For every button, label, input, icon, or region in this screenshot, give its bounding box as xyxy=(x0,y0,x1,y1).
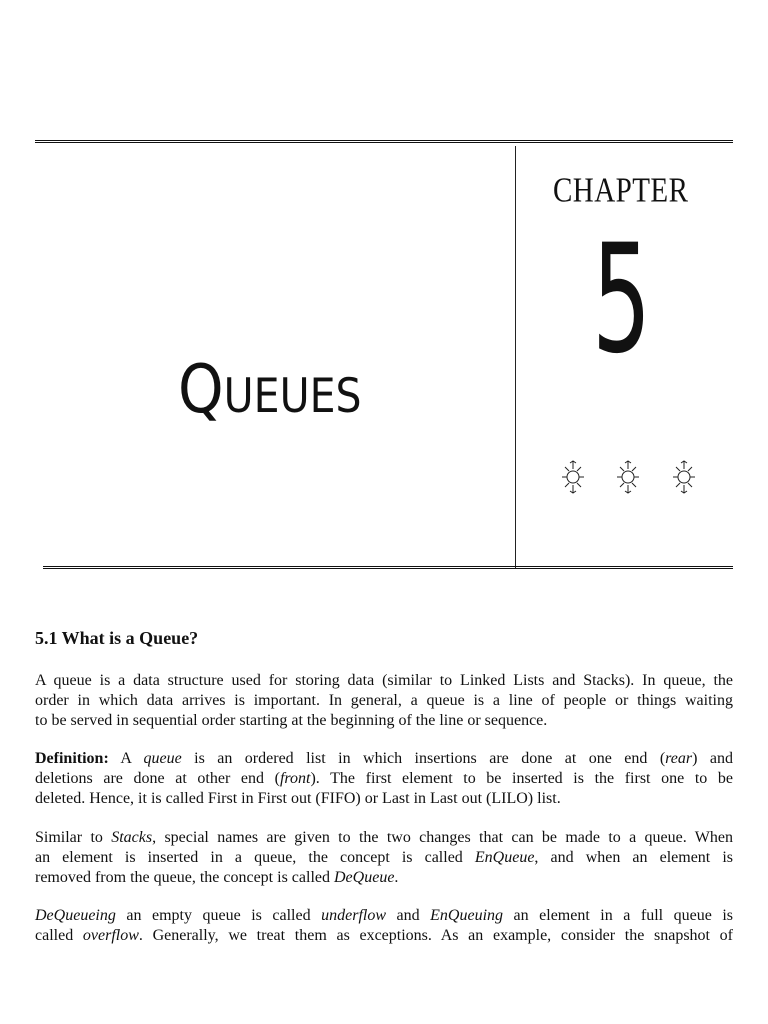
section-heading: 5.1 What is a Queue? xyxy=(35,628,199,648)
sun-ornament-icon xyxy=(671,459,697,495)
term-rear: rear xyxy=(665,750,693,767)
bottom-rule xyxy=(43,566,733,569)
paragraph-intro xyxy=(35,671,733,731)
chapter-label: CHAPTER xyxy=(553,172,689,210)
text-line: Similar to Stacks, special names are given to the two changes that can be made to a queue. When xyxy=(35,829,733,846)
chapter-ornaments xyxy=(560,459,700,499)
term-dequeueing: DeQueueing xyxy=(35,907,116,924)
vertical-divider xyxy=(515,146,516,568)
sun-ornament-icon xyxy=(560,459,586,495)
term-enqueue: EnQueue xyxy=(474,849,535,866)
text-line: A queue is a data structure used for storing data (similar to Linked Lists and Stacks). In queue, the xyxy=(35,672,733,689)
text-line: called overflow. Generally, we treat them as exceptions. As an example, consider the snapshot of xyxy=(35,927,734,944)
text-line: order in which data arrives is important. In general, a queue is a line of people or things waiting xyxy=(35,692,733,709)
sun-ornament-icon xyxy=(615,459,641,495)
term-front: front xyxy=(279,770,311,787)
term-overflow: overflow xyxy=(82,927,139,944)
paragraph-exceptions xyxy=(35,906,733,946)
definition-label: Definition: xyxy=(35,750,109,767)
paragraph-definition xyxy=(35,749,733,809)
term-enqueuing: EnQueuing xyxy=(430,907,504,924)
term-dequeue: DeQueue xyxy=(334,869,395,886)
text-line: to be served in sequential order starting at the beginning of the line or sequence. xyxy=(35,712,548,729)
text-line: an element is inserted in a queue, the concept is called EnQueue, and when an element is xyxy=(35,849,734,866)
text-line: removed from the queue, the concept is called DeQueue. xyxy=(35,869,399,886)
text-line: deleted. Hence, it is called First in First out (FIFO) or Last in Last out (LILO) list. xyxy=(35,790,561,807)
top-rule xyxy=(35,140,733,143)
term-underflow: underflow xyxy=(321,907,386,924)
chapter-number: 5 xyxy=(592,213,652,387)
paragraph-operations xyxy=(35,828,733,888)
chapter-title: Queues xyxy=(178,350,362,429)
term-queue: queue xyxy=(143,750,182,767)
text-line: deletions are done at other end (front). The first element to be inserted is the first one to be xyxy=(35,770,733,787)
text-line: Definition: A queue is an ordered list in which insertions are done at one end (rear) and xyxy=(35,750,734,767)
text-line: DeQueueing an empty queue is called underflow and EnQueuing an element in a full queue is xyxy=(35,907,733,924)
term-stacks: Stacks xyxy=(111,829,153,846)
